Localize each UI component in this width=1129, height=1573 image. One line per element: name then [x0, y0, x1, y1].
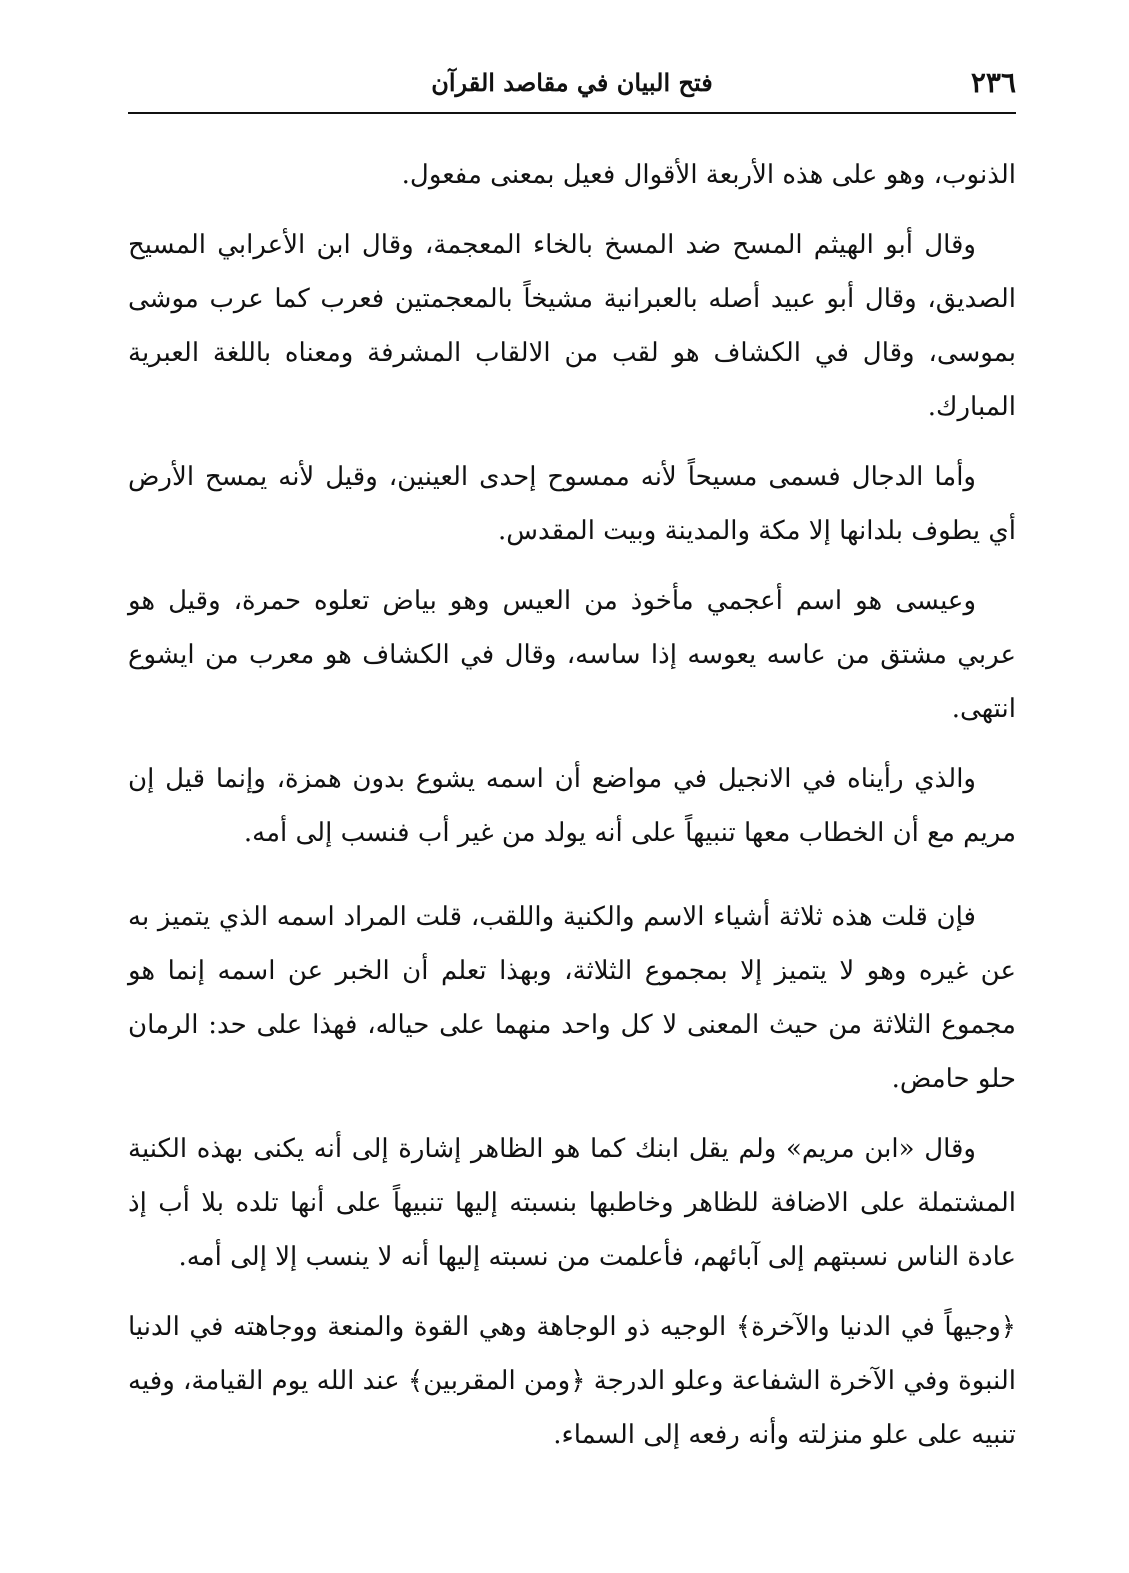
page-header [128, 60, 1016, 114]
paragraph: وقال «ابن مريم» ولم يقل ابنك كما هو الظاهر إشارة إلى أنه يكنى بهذه الكنية المشتملة على الاضافة للظاهر وخاطبها بنسبته إليها تنبيهاً على أنها تلده بلا أب إذ عادة الناس نسبتهم إلى آبائهم، فأعلمت من نسبته إليها أنه لا ينسب إلا إلى أمه. [128, 1134, 1016, 1272]
paragraph: وعيسى هو اسم أعجمي مأخوذ من العيس وهو بياض تعلوه حمرة، وقيل هو عربي مشتق من عاسه يعوسه إذا ساسه، وقال في الكشاف هو معرب من ايشوع انتهى. [128, 586, 1016, 724]
paragraph: الذنوب، وهو على هذه الأربعة الأقوال فعيل بمعنى مفعول. [401, 160, 1016, 190]
paragraph: فإن قلت هذه ثلاثة أشياء الاسم والكنية واللقب، قلت المراد اسمه الذي يتميز به عن غيره وهو لا يتميز إلا بمجموع الثلاثة، وبهذا تعلم أن الخبر عن اسمه إنما هو مجموع الثلاثة من حيث المعنى لا كل واحد منهما على حياله، فهذا على حد: الرمان حلو حامض. [128, 902, 1016, 1094]
paragraph: ﴿وجيهاً في الدنيا والآخرة﴾ الوجيه ذو الوجاهة وهي القوة والمنعة ووجاهته في الدنيا النبوة وفي الآخرة الشفاعة وعلو الدرجة ﴿ومن المقربين﴾ عند الله يوم القيامة، وفيه تنبيه على علو منزلته وأنه رفعه إلى السماء. [128, 1312, 1016, 1450]
page-number: ٢٣٦ [970, 66, 1016, 99]
paragraph: والذي رأيناه في الانجيل في مواضع أن اسمه يشوع بدون همزة، وإنما قيل إن مريم مع أن الخطاب معها تنبيهاً على أنه يولد من غير أب فنسب إلى أمه. [128, 764, 1016, 848]
running-title: فتح البيان في مقاصد القرآن [431, 68, 713, 97]
document-page [128, 60, 1016, 1478]
body-text [128, 148, 1016, 1462]
paragraph: وأما الدجال فسمى مسيحاً لأنه ممسوح إحدى العينين، وقيل لأنه يمسح الأرض أي يطوف بلدانها إلا مكة والمدينة وبيت المقدس. [128, 462, 1016, 546]
paragraph: وقال أبو الهيثم المسح ضد المسخ بالخاء المعجمة، وقال ابن الأعرابي المسيح الصديق، وقال أبو عبيد أصله بالعبرانية مشيخاً بالمعجمتين فعرب كما عرب موشى بموسى، وقال في الكشاف هو لقب من الالقاب المشرفة ومعناه باللغة العبرية المبارك. [128, 230, 1016, 422]
